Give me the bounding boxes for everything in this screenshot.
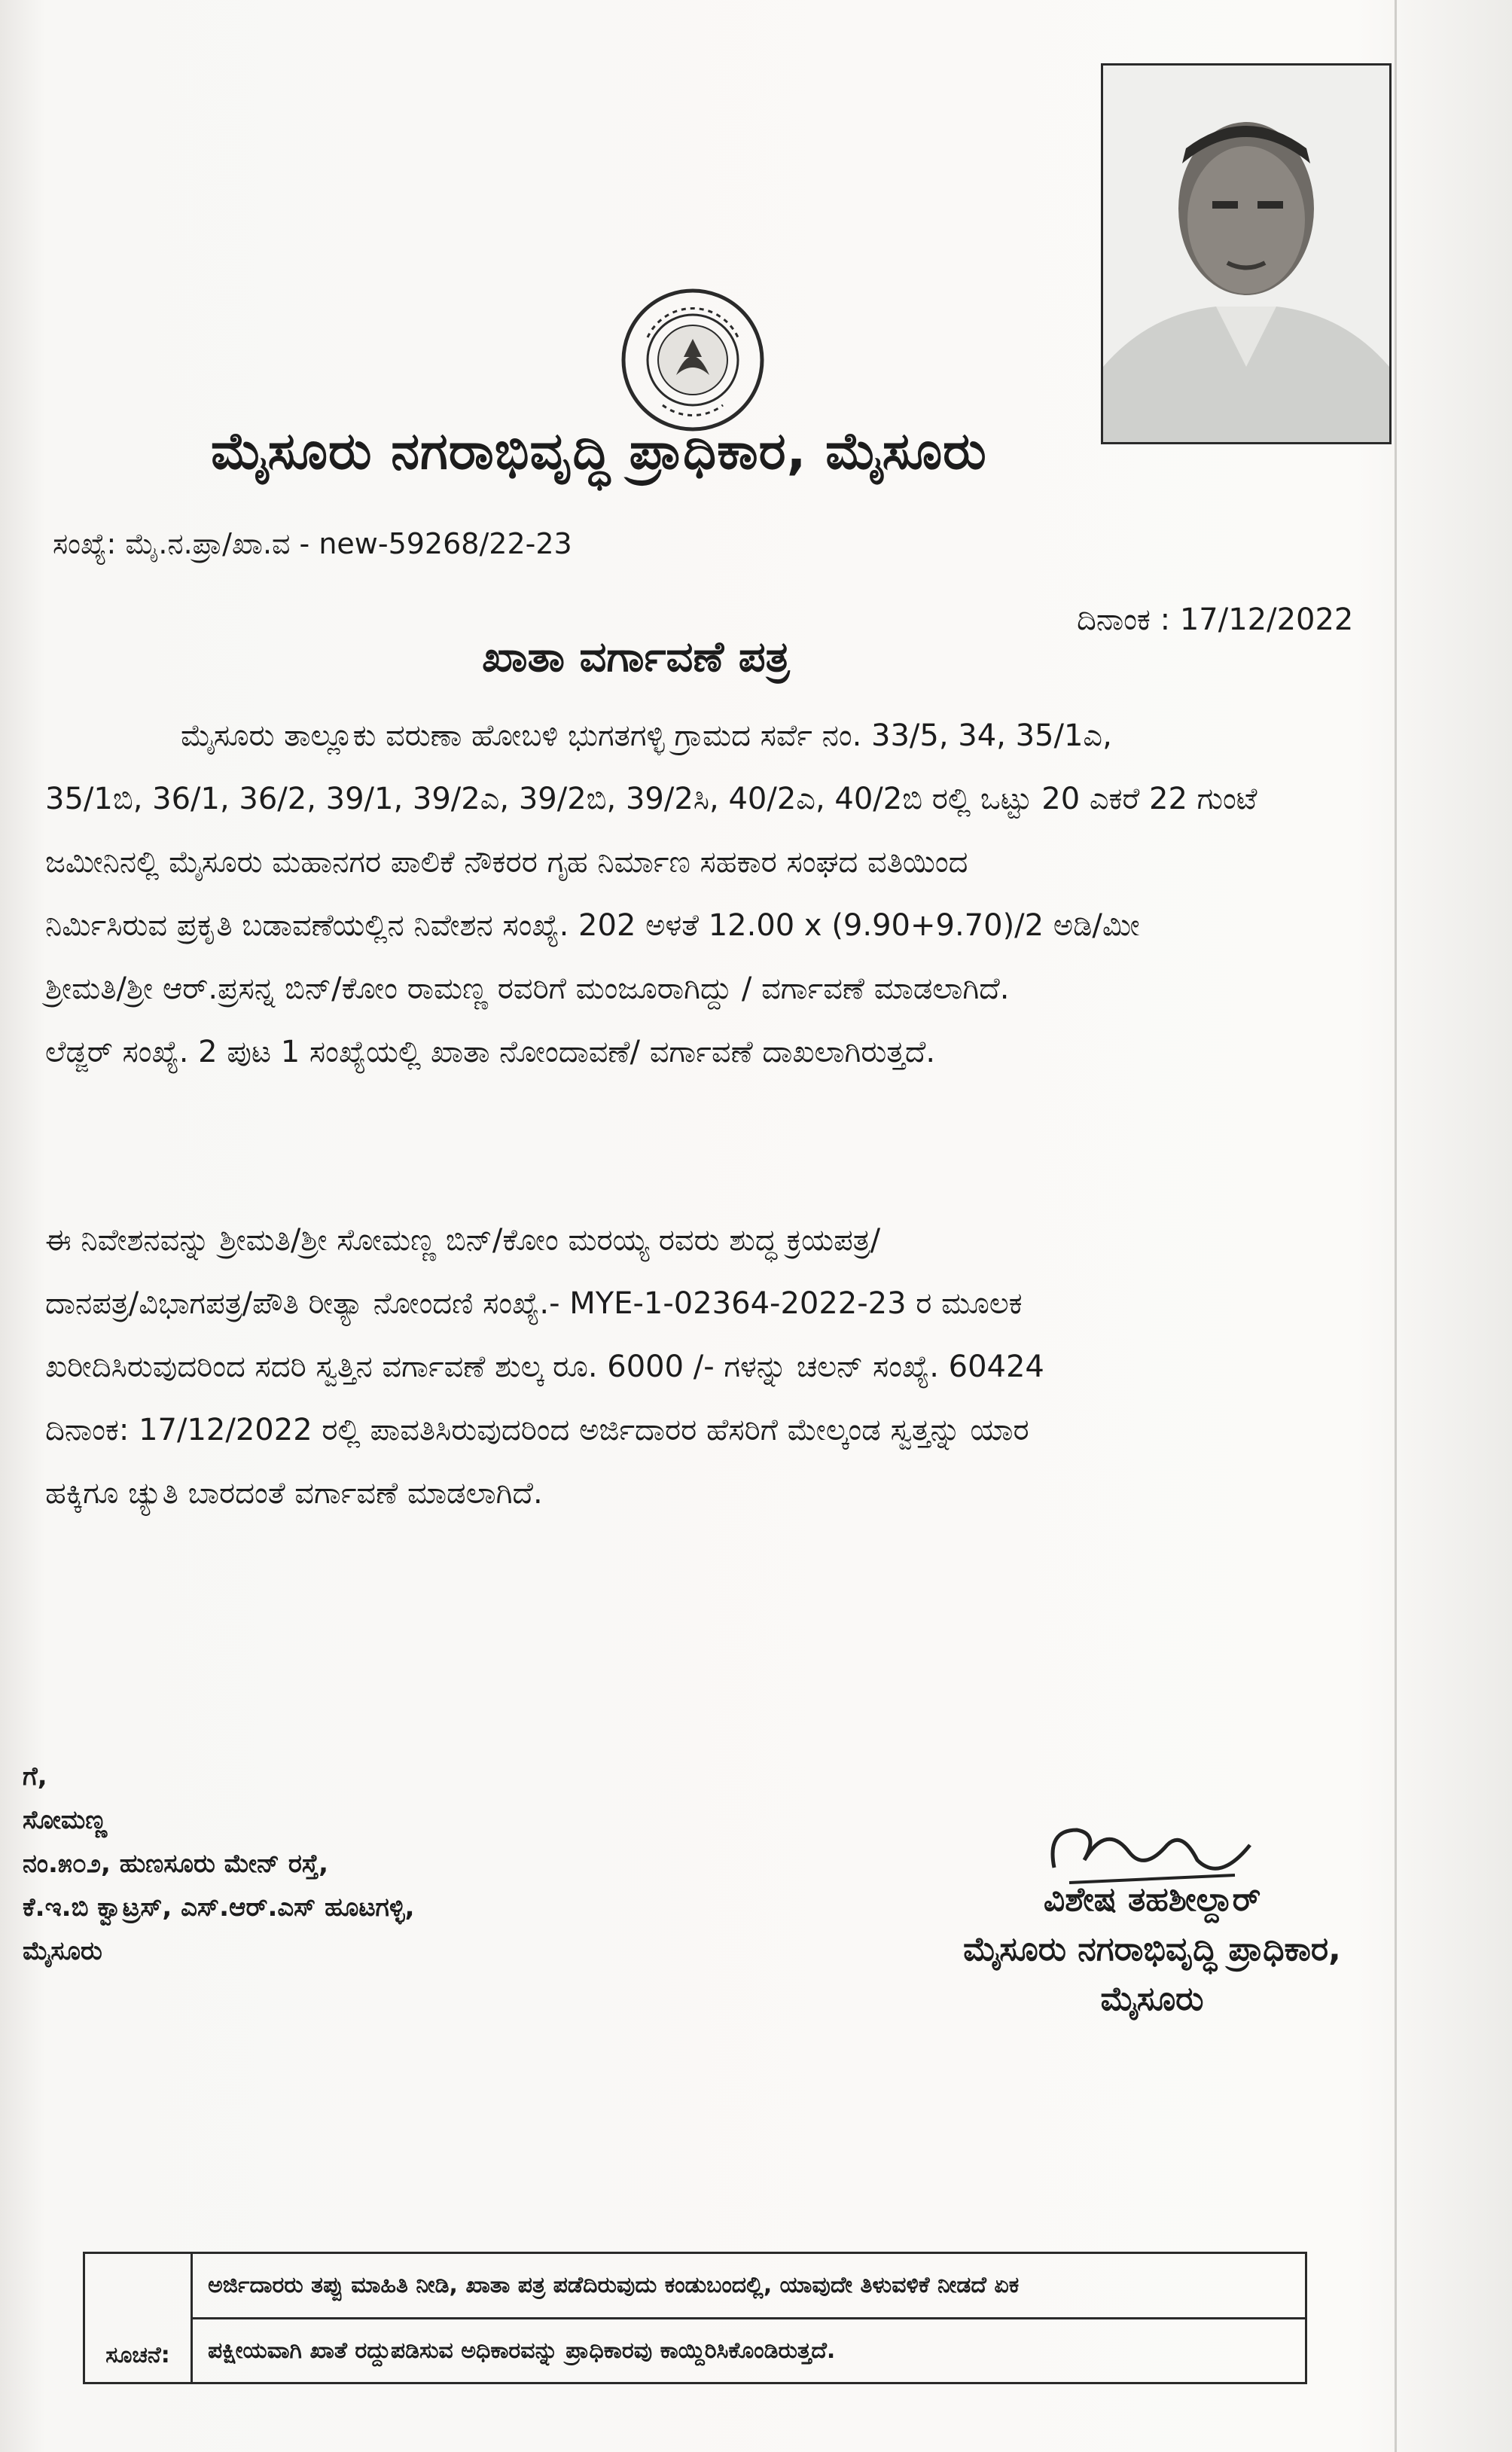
document-subtitle: ಖಾತಾ ವರ್ಗಾವಣೆ ಪತ್ರ [482,633,790,682]
paragraph-line: ಖರೀದಿಸಿರುವುದರಿಂದ ಸದರಿ ಸ್ವತ್ತಿನ ವರ್ಗಾವಣೆ ಶುಲ್ಕ ರೂ. 6000 /- ಗಳನ್ನು ಚಲನ್ ಸಂಖ್ಯೆ. 60424 [45,1350,1044,1384]
address-line: ಗೆ, [23,1761,47,1792]
paragraph-allotment-details [45,704,1401,1084]
paragraph-line: ಲೆಡ್ಜರ್ ಸಂಖ್ಯೆ. 2 ಪುಟ 1 ಸಂಖ್ಯೆಯಲ್ಲಿ ಖಾತಾ ನೋಂದಾವಣೆ/ ವರ್ಗಾವಣೆ ದಾಖಲಾಗಿರುತ್ತದೆ. [45,1035,936,1069]
recipient-address [23,1755,415,1973]
note-box [83,2252,1307,2384]
note-line: ಪಕ್ಷೀಯವಾಗಿ ಖಾತೆ ರದ್ದುಪಡಿಸುವ ಅಧಿಕಾರವನ್ನು ಪ್ರಾಧಿಕಾರವು ಕಾಯ್ದಿರಿಸಿಕೊಂಡಿರುತ್ತದೆ. [193,2317,1305,2383]
paragraph-line: ಜಮೀನಿನಲ್ಲಿ ಮೈಸೂರು ಮಹಾನಗರ ಪಾಲಿಕೆ ನೌಕರರ ಗೃಹ ನಿರ್ಮಾಣ ಸಹಕಾರ ಸಂಘದ ವತಿಯಿಂದ [45,845,968,880]
paragraph-line: ದಿನಾಂಕ: 17/12/2022 ರಲ್ಲಿ ಪಾವತಿಸಿರುವುದರಿಂದ ಅರ್ಜಿದಾರರ ಹೆಸರಿಗೆ ಮೇಲ್ಕಂಡ ಸ್ವತ್ತನ್ನು ಯಾರ [45,1413,1029,1447]
paragraph-transfer-details [45,1209,1401,1525]
address-line: ಮೈಸೂರು [23,1936,102,1966]
signatory-block [904,1875,1401,2024]
paragraph-line: ಮೈಸೂರು ತಾಲ್ಲೂಕು ವರುಣಾ ಹೋಬಳಿ ಭುಗತಗಳ್ಳಿ ಗ್ರಾಮದ ಸರ್ವೆ ನಂ. 33/5, 34, 35/1ಎ, [181,718,1112,753]
paragraph-line: ಈ ನಿವೇಶನವನ್ನು ಶ್ರೀಮತಿ/ಶ್ರೀ ಸೋಮಣ್ಣ ಬಿನ್/ಕೋಂ ಮರಯ್ಯ ರವರು ಶುದ್ಧ ಕ್ರಯಪತ್ರ/ [45,1223,881,1258]
note-label: ಸೂಚನೆ: [85,2254,193,2382]
applicant-photo [1101,63,1392,444]
document-title: ಮೈಸೂರು ನಗರಾಭಿವೃದ್ಧಿ ಪ್ರಾಧಿಕಾರ, ಮೈಸೂರು [211,422,987,481]
reference-number: ಸಂಖ್ಯೆ: ಮೈ.ನ.ಪ್ರಾ/ಖಾ.ವ - new-59268/22-23 [53,527,572,560]
paragraph-line: ನಿರ್ಮಿಸಿರುವ ಪ್ರಕೃತಿ ಬಡಾವಣೆಯಲ್ಲಿನ ನಿವೇಶನ ಸಂಖ್ಯೆ. 202 ಅಳತೆ 12.00 x (9.90+9.70)/2 ಅಡಿ/ಮೀ [45,908,1140,943]
note-line: ಅರ್ಜಿದಾರರು ತಪ್ಪು ಮಾಹಿತಿ ನೀಡಿ, ಖಾತಾ ಪತ್ರ ಪಡೆದಿರುವುದು ಕಂಡುಬಂದಲ್ಲಿ, ಯಾವುದೇ ತಿಳುವಳಿಕೆ ನೀಡದೆ ಏಕ [208,2272,1020,2299]
paragraph-line: ಹಕ್ಕಿಗೂ ಚ್ಯುತಿ ಬಾರದಂತೆ ವರ್ಗಾವಣೆ ಮಾಡಲಾಗಿದೆ. [45,1476,543,1511]
address-line: ನಂ.೫೦೨, ಹುಣಸೂರು ಮೇನ್ ರಸ್ತೆ, [23,1849,329,1879]
signatory-office: ಮೈಸೂರು ನಗರಾಭಿವೃದ್ಧಿ ಪ್ರಾಧಿಕಾರ, [963,1930,1341,1969]
paragraph-line: 35/1ಬಿ, 36/1, 36/2, 39/1, 39/2ಎ, 39/2ಬಿ, 39/2ಸಿ, 40/2ಎ, 40/2ಬಿ ರಲ್ಲಿ ಒಟ್ಟು 20 ಎಕರೆ 22 ಗುಂಟೆ [45,782,1257,816]
authority-seal-logo [617,285,768,435]
person-photo-image [1103,66,1389,442]
signatory-designation: ವಿಶೇಷ ತಹಶೀಲ್ದಾರ್ [1043,1880,1261,1919]
note-body [193,2254,1305,2382]
paragraph-line: ದಾನಪತ್ರ/ವಿಭಾಗಪತ್ರ/ಪೌತಿ ರೀತ್ಯಾ ನೋಂದಣಿ ಸಂಖ್ಯೆ.- MYE-1-02364-2022-23 ರ ಮೂಲಕ [45,1286,1023,1321]
paragraph-line: ಶ್ರೀಮತಿ/ಶ್ರೀ ಆರ್.ಪ್ರಸನ್ನ ಬಿನ್/ಕೋಂ ರಾಮಣ್ಣ ರವರಿಗೆ ಮಂಜೂರಾಗಿದ್ದು / ವರ್ಗಾವಣೆ ಮಾಡಲಾಗಿದೆ. [45,971,1010,1006]
signatory-city: ಮೈಸೂರು [1100,1980,1204,2018]
issue-date: ದಿನಾಂಕ : 17/12/2022 [1077,602,1354,637]
address-line: ಸೋಮಣ್ಣ [23,1805,108,1835]
address-line: ಕೆ.ಇ.ಬಿ ಕ್ವಾಟ್ರಸ್, ಎಸ್.ಆರ್.ಎಸ್ ಹೂಟಗಳ್ಳಿ, [23,1892,415,1923]
